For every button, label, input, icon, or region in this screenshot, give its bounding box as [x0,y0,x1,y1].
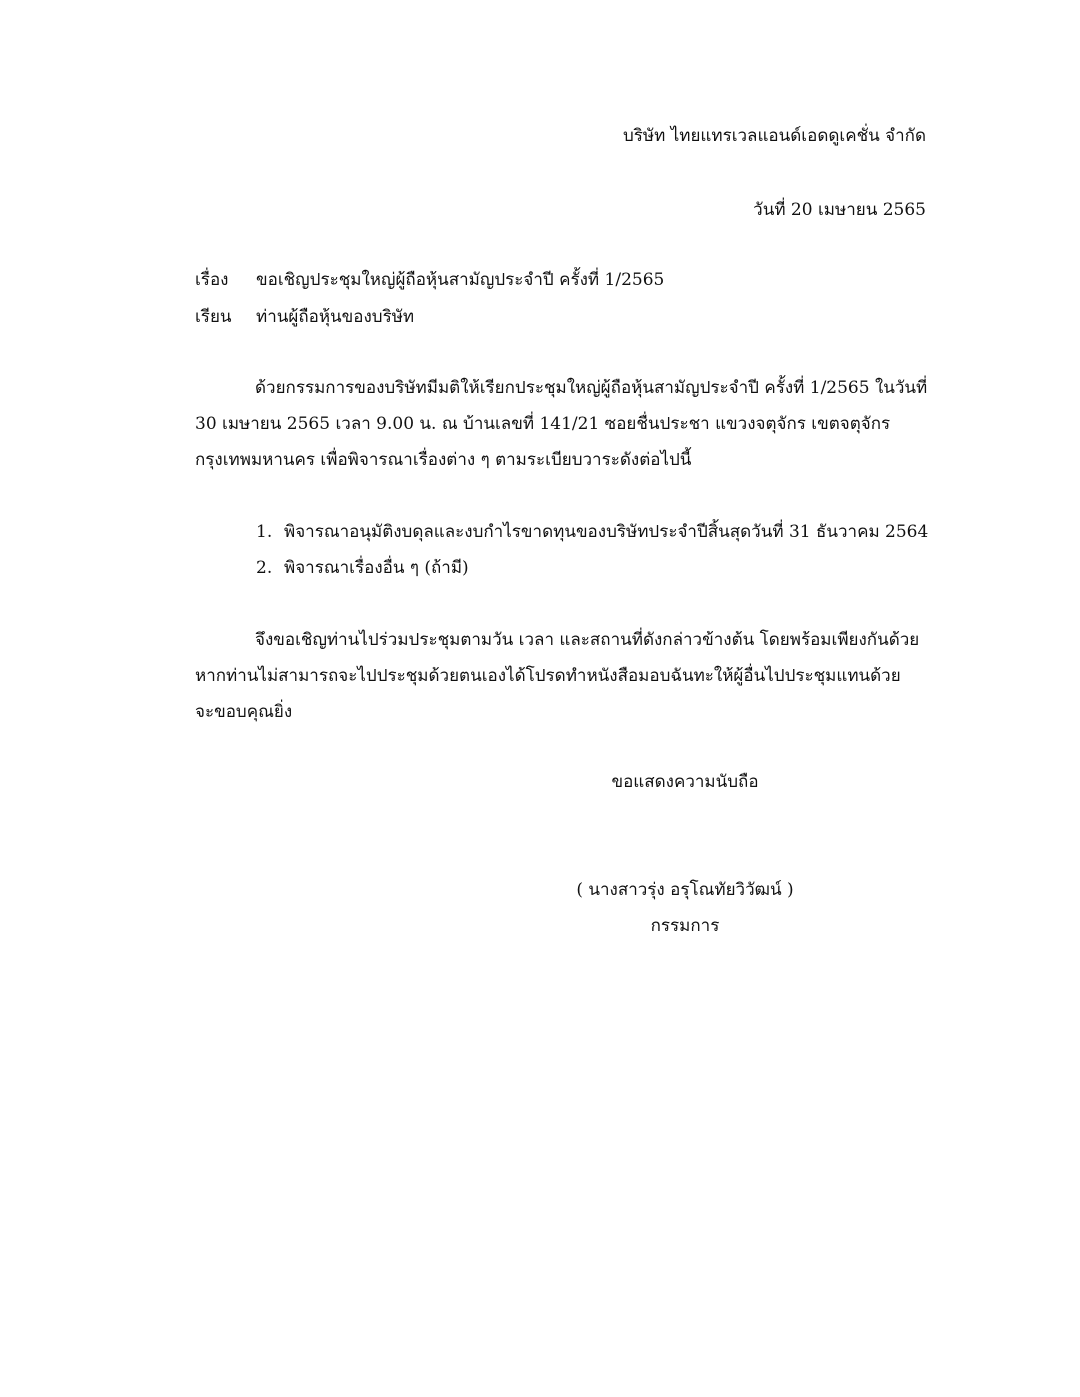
subject-label: เรื่อง [195,270,229,290]
to-label: เรียน [195,307,232,327]
agenda-item [256,520,928,544]
to-text: ท่านผู้ถือหุ้นของบริษัท [256,307,415,327]
paragraph-line: กรุงเทพมหานคร เพื่อพิจารณาเรื่องต่าง ๆ ตามระเบียบวาระดังต่อไปนี้ [195,450,692,470]
agenda-number: 2. [256,558,273,578]
agenda-number: 1. [256,522,273,542]
paragraph-line: หากท่านไม่สามารถจะไปประชุมด้วยตนเองได้โปรดทำหนังสือมอบฉันทะให้ผู้อื่นไปประชุมแทนด้วย [195,666,901,686]
agenda-item [256,556,469,580]
signer-name: ( นางสาวรุ่ง อรุโณทัยวิวัฒน์ ) [576,880,794,900]
paragraph-line: 30 เมษายน 2565 เวลา 9.00 น. ณ บ้านเลขที่ 141/21 ซอยชื่นประชา แขวงจตุจักร เขตจตุจักร [195,414,891,434]
closing-regards: ขอแสดงความนับถือ [611,772,759,792]
body-paragraph-2 [195,622,927,730]
paragraph-line: จะขอบคุณยิ่ง [195,702,293,722]
paragraph-line: จึงขอเชิญท่านไปร่วมประชุมตามวัน เวลา และสถานที่ดังกล่าวข้างต้น โดยพร้อมเพียงกันด้วย [255,630,920,650]
paragraph-line: ด้วยกรรมการของบริษัทมีมติให้เรียกประชุมใหญ่ผู้ถือหุ้นสามัญประจำปี ครั้งที่ 1/2565 ในวันที่ [255,378,928,398]
signer-title: กรรมการ [650,916,720,936]
body-paragraph-1 [195,370,927,478]
agenda-text: พิจารณาอนุมัติงบดุลและงบกำไรขาดทุนของบริษัทประจำปีสิ้นสุดวันที่ 31 ธันวาคม 2564 [284,522,929,542]
subject-text: ขอเชิญประชุมใหญ่ผู้ถือหุ้นสามัญประจำปี ครั้งที่ 1/2565 [256,270,665,290]
company-name: บริษัท ไทยแทรเวลแอนด์เอดดูเคชั่น จำกัด [622,126,926,146]
letter-date: วันที่ 20 เมษายน 2565 [753,200,926,220]
agenda-text: พิจารณาเรื่องอื่น ๆ (ถ้ามี) [284,558,469,578]
